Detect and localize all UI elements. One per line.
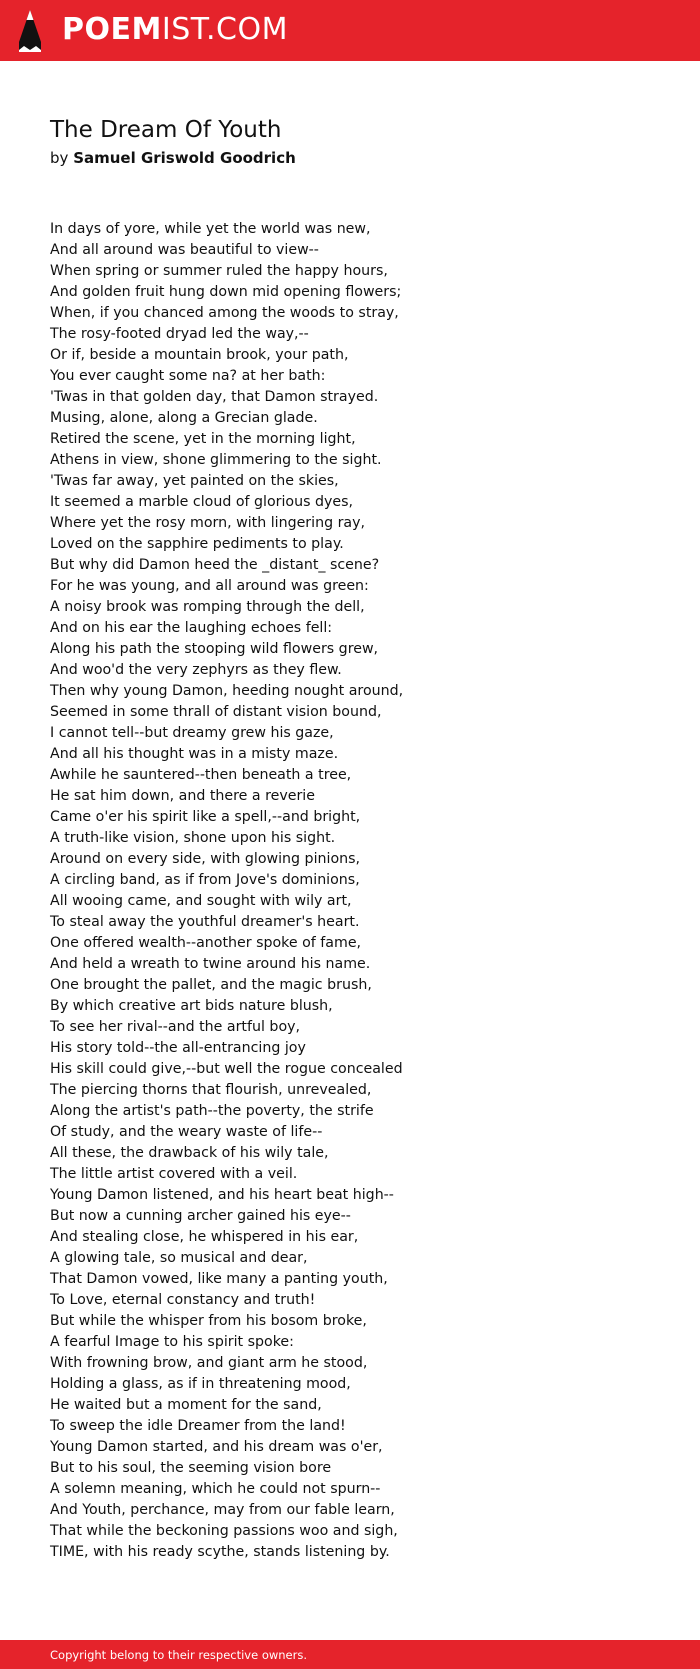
poem-line: Along his path the stooping wild flowers grew, — [50, 641, 379, 657]
site-footer — [0, 1640, 700, 1669]
logo-text-rest: IST.COM — [161, 12, 288, 47]
poem-line: His story told--the all-entrancing joy — [50, 1040, 306, 1056]
poem-line: And on his ear the laughing echoes fell: — [50, 620, 333, 636]
poem-line: Along the artist's path--the poverty, the strife — [50, 1103, 374, 1119]
poem-line: Of study, and the weary waste of life-- — [50, 1124, 323, 1140]
poem-line: All these, the drawback of his wily tale, — [50, 1145, 329, 1161]
poem-line: A solemn meaning, which he could not spurn-- — [50, 1481, 381, 1497]
poem-line: All wooing came, and sought with wily art, — [50, 893, 352, 909]
site-header — [0, 0, 700, 61]
poem-line: TIME, with his ready scythe, stands listening by. — [50, 1544, 390, 1560]
logo-text-bold: POEM — [62, 12, 162, 47]
poem-line: And woo'd the very zephyrs as they flew. — [50, 662, 342, 678]
poem-line: The rosy-footed dryad led the way,-- — [50, 326, 309, 342]
poem-line: I cannot tell--but dreamy grew his gaze, — [50, 725, 334, 741]
poem-line: And golden fruit hung down mid opening flowers; — [50, 284, 402, 300]
poem-line: It seemed a marble cloud of glorious dyes, — [50, 494, 354, 510]
poem-line: One offered wealth--another spoke of fame, — [50, 935, 362, 951]
poem-line: By which creative art bids nature blush, — [50, 998, 333, 1014]
poem-body — [50, 219, 670, 1563]
poem-line: That while the beckoning passions woo and sigh, — [50, 1523, 398, 1539]
poem-line: The little artist covered with a veil. — [50, 1166, 298, 1182]
poem-line: And stealing close, he whispered in his ear, — [50, 1229, 359, 1245]
poem-line: But while the whisper from his bosom broke, — [50, 1313, 367, 1329]
poem-line: To see her rival--and the artful boy, — [50, 1019, 301, 1035]
poem-line: He waited but a moment for the sand, — [50, 1397, 322, 1413]
poem-line: He sat him down, and there a reverie — [50, 788, 315, 804]
poem-byline — [50, 148, 296, 168]
poem-line: To steal away the youthful dreamer's heart. — [50, 914, 360, 930]
byline-prefix: by — [50, 149, 69, 167]
poem-line: A noisy brook was romping through the dell, — [50, 599, 365, 615]
poem-line: Seemed in some thrall of distant vision bound, — [50, 704, 382, 720]
poem-line: With frowning brow, and giant arm he stood, — [50, 1355, 368, 1371]
poem-line: But now a cunning archer gained his eye-- — [50, 1208, 351, 1224]
poem-line: Holding a glass, as if in threatening mood, — [50, 1376, 351, 1392]
poem-line: Retired the scene, yet in the morning light, — [50, 431, 356, 447]
poem-line: To Love, eternal constancy and truth! — [50, 1292, 316, 1308]
poem-line: But to his soul, the seeming vision bore — [50, 1460, 332, 1476]
poem-line: Or if, beside a mountain brook, your path, — [50, 347, 349, 363]
poem-author: Samuel Griswold Goodrich — [73, 149, 296, 167]
poem-line: But why did Damon heed the _distant_ scene? — [50, 557, 380, 573]
poem-line: A fearful Image to his spirit spoke: — [50, 1334, 294, 1350]
poem-line: Then why young Damon, heeding nought around, — [50, 683, 404, 699]
poem-line: And held a wreath to twine around his name. — [50, 956, 371, 972]
poem-line: A glowing tale, so musical and dear, — [50, 1250, 308, 1266]
poem-line: A truth-like vision, shone upon his sight. — [50, 830, 336, 846]
poem-line: For he was young, and all around was green: — [50, 578, 369, 594]
poem-line: 'Twas in that golden day, that Damon strayed. — [50, 389, 379, 405]
poem-line: When spring or summer ruled the happy hours, — [50, 263, 388, 279]
poem-line: A circling band, as if from Jove's dominions, — [50, 872, 360, 888]
copyright-text: Copyright belong to their respective owners. — [50, 1648, 308, 1662]
poem-line: Where yet the rosy morn, with lingering ray, — [50, 515, 366, 531]
poem-title: The Dream Of Youth — [50, 117, 282, 143]
poem-line: You ever caught some na? at her bath: — [50, 368, 326, 384]
poem-line: One brought the pallet, and the magic brush, — [50, 977, 372, 993]
poem-line: Around on every side, with glowing pinions, — [50, 851, 361, 867]
site-logo[interactable] — [62, 12, 288, 48]
poem-line: Came o'er his spirit like a spell,--and bright, — [50, 809, 361, 825]
poem-line: Athens in view, shone glimmering to the sight. — [50, 452, 382, 468]
poem-line: To sweep the idle Dreamer from the land! — [50, 1418, 346, 1434]
poem-line: Young Damon listened, and his heart beat high-- — [50, 1187, 394, 1203]
poem-line: The piercing thorns that flourish, unrevealed, — [50, 1082, 372, 1098]
poem-line: In days of yore, while yet the world was new, — [50, 221, 371, 237]
poem-line: When, if you chanced among the woods to stray, — [50, 305, 399, 321]
poem-line: And all his thought was in a misty maze. — [50, 746, 339, 762]
poem-line: And Youth, perchance, may from our fable learn, — [50, 1502, 395, 1518]
poem-line: And all around was beautiful to view-- — [50, 242, 319, 258]
pencil-logo-icon[interactable] — [15, 8, 45, 52]
poem-line: His skill could give,--but well the rogue concealed — [50, 1061, 403, 1077]
poem-line: Loved on the sapphire pediments to play. — [50, 536, 344, 552]
poem-line: 'Twas far away, yet painted on the skies, — [50, 473, 339, 489]
poem-line: Young Damon started, and his dream was o'er, — [50, 1439, 383, 1455]
poem-line: Awhile he sauntered--then beneath a tree, — [50, 767, 352, 783]
poem-line: Musing, alone, along a Grecian glade. — [50, 410, 318, 426]
poem-line: That Damon vowed, like many a panting youth, — [50, 1271, 388, 1287]
